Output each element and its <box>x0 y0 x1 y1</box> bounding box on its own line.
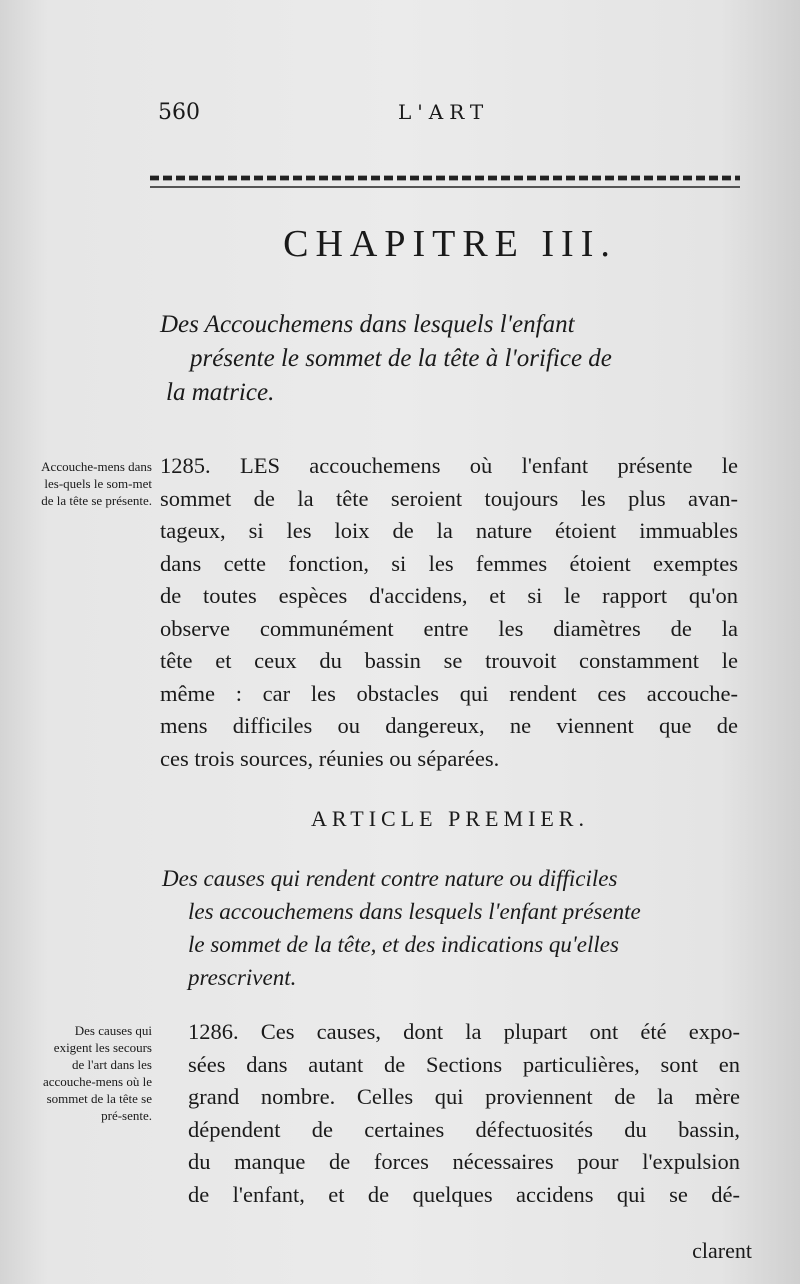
article-subtitle-line: prescrivent. <box>188 965 297 990</box>
paragraph-1285 <box>160 450 738 775</box>
article-title: ARTICLE PREMIER. <box>311 806 589 831</box>
text-line: dans cette fonction, si les femmes étoient exemptes <box>160 550 738 576</box>
page-header <box>158 100 748 134</box>
text-line: 1285. LES accouchemens où l'enfant présente le <box>160 453 738 478</box>
text-line: sées dans autant de Sections particulières, sont en <box>188 1051 740 1077</box>
chapter-subtitle-line: présente le sommet de la tête à l'orifice de <box>190 345 612 372</box>
chapter-subtitle-line: Des Accouchemens dans lesquels l'enfant <box>160 311 575 338</box>
chapter-subtitle-line: la matrice. <box>166 379 275 406</box>
margin-note: Des causes qui exigent les secours de l'art dans les accouche-mens où le sommet de la tête se pré-sente. <box>42 1023 152 1123</box>
ornament-rule-line <box>150 186 740 188</box>
article-subtitle <box>162 862 752 994</box>
text-line: dépendent de certaines défectuosités du bassin, <box>188 1116 740 1142</box>
text-line: même : car les obstacles qui rendent ces accouche- <box>160 680 738 706</box>
catchword: clarent <box>692 1238 752 1263</box>
running-title: L'ART <box>398 100 490 124</box>
text-line: de l'enfant, et de quelques accidens qui se dé- <box>188 1181 740 1207</box>
margin-note: Accouche-mens dans les-quels le som-met de la tête se présente. <box>41 459 152 508</box>
text-line: tête et ceux du bassin se trouvoit constamment le <box>160 648 738 673</box>
paragraph-1286 <box>188 1016 740 1211</box>
article-subtitle-line: Des causes qui rendent contre nature ou difficiles <box>162 866 618 891</box>
text-line: ces trois sources, réunies ou séparées. <box>160 745 500 771</box>
text-line: sommet de la tête seroient toujours les plus avan- <box>160 485 738 511</box>
text-line: mens difficiles ou dangereux, ne viennent que de <box>160 713 738 738</box>
article-subtitle-line: les accouchemens dans lesquels l'enfant présente <box>188 899 641 924</box>
text-line: de toutes espèces d'accidens, et si le rapport qu'on <box>160 583 738 608</box>
article-subtitle-line: le sommet de la tête, et des indications qu'elles <box>188 932 619 957</box>
text-line: 1286. Ces causes, dont la plupart ont été expo- <box>188 1019 740 1044</box>
page-number: 560 <box>158 100 200 125</box>
text-line: du manque de forces nécessaires pour l'expulsion <box>188 1149 740 1174</box>
chapter-title: CHAPITRE III. <box>283 223 617 265</box>
chapter-subtitle <box>160 308 760 410</box>
text-line: tageux, si les loix de la nature étoient immuables <box>160 518 738 543</box>
text-line: observe communément entre les diamètres de la <box>160 615 738 641</box>
text-line: grand nombre. Celles qui proviennent de la mère <box>188 1084 740 1109</box>
ornament-rule <box>150 172 740 184</box>
